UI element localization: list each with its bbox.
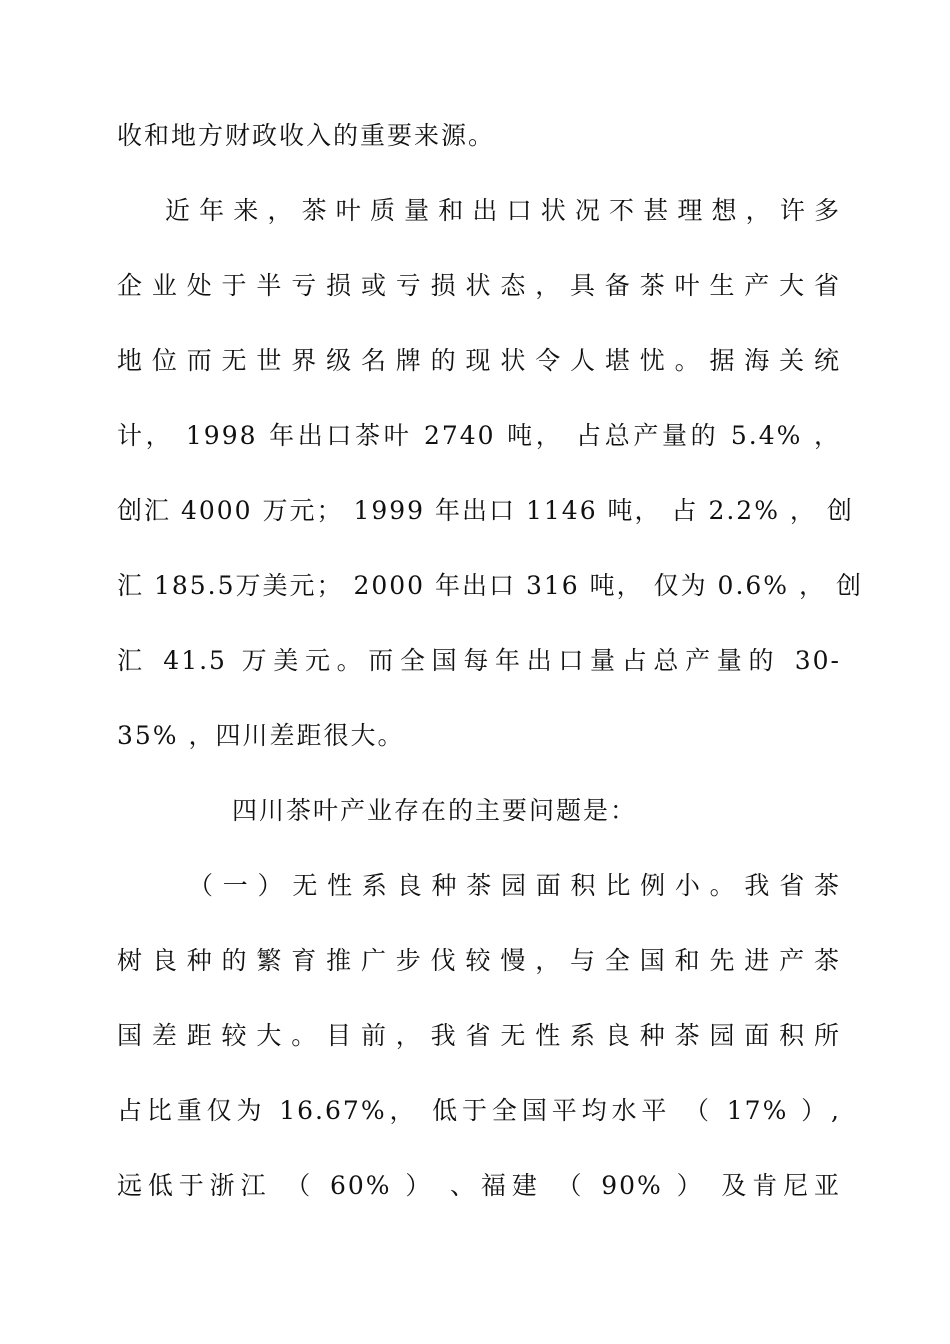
text-line: 地位而无世界级名牌的现状令人堪忧。据海关统: [117, 346, 841, 375]
text-line: 35% ，四川差距很大。: [117, 721, 405, 750]
text-line: 汇 185.5万美元； 2000 年出口 316 吨， 仅为 0.6% ， 创: [117, 571, 863, 600]
text-line: 计， 1998 年出口茶叶 2740 吨， 占总产量的 5.4% ，: [117, 421, 841, 450]
text-line: 树良种的繁育推广步伐较慢，与全国和先进产茶: [117, 946, 841, 975]
text-line: 创汇 4000 万元； 1999 年出口 1146 吨， 占 2.2% ， 创: [117, 496, 854, 525]
paragraph-first-line: （一）无性系良种茶园面积比例小。我省茶: [188, 871, 841, 900]
text-line: 汇 41.5 万美元。而全国每年出口量占总产量的 30-: [117, 646, 841, 675]
section-heading: 四川茶叶产业存在的主要问题是：: [232, 796, 638, 825]
text-line: 收和地方财政收入的重要来源。: [117, 121, 496, 150]
text-line: 企业处于半亏损或亏损状态，具备茶叶生产大省: [117, 271, 841, 300]
text-line: 占比重仅为 16.67%， 低于全国平均水平 （ 17% ）,: [117, 1096, 841, 1125]
text-line: 国差距较大。目前，我省无性系良种茶园面积所: [117, 1021, 841, 1050]
paragraph-first-line: 近年来，茶叶质量和出口状况不甚理想，许多: [165, 196, 841, 225]
text-line: 远低于浙江 （ 60% ） 、福建 （ 90% ） 及肯尼亚: [117, 1171, 841, 1200]
